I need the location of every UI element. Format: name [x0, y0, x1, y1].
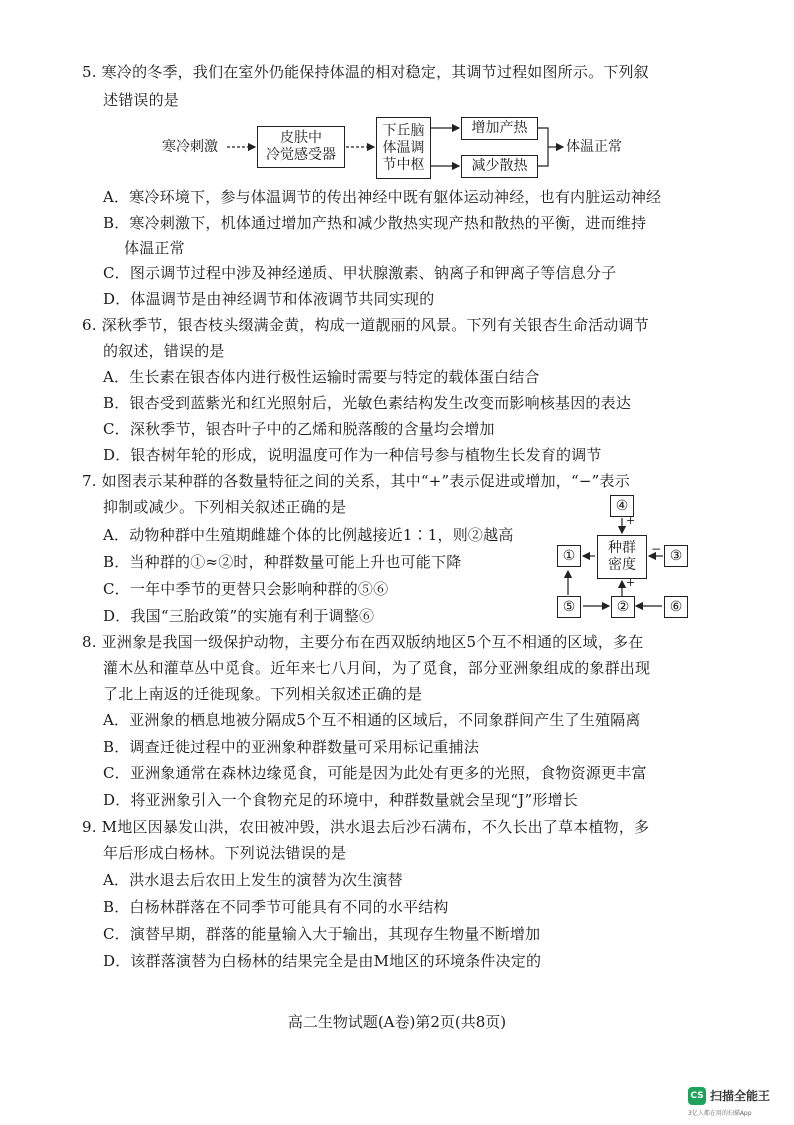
q5-option-a: A．寒冷环境下，参与体温调节的传出神经中既有躯体运动神经，也有内脏运动神经 [103, 188, 662, 206]
q7-plus-bottom: + [626, 576, 636, 589]
q7-option-b: B．当种群的①≈②时，种群数量可能上升也可能下降 [103, 553, 462, 571]
q7-node-5: ⑤ [557, 596, 581, 618]
q5-option-d: D．体温调节是由神经调节和体液调节共同实现的 [103, 290, 435, 308]
q8-option-d: D．将亚洲象引入一个食物充足的环境中，种群数量就会呈现“J”形增长 [103, 791, 578, 809]
q7-node-2: ② [611, 596, 635, 618]
q5-bracket [538, 128, 548, 166]
q5-result-label: 体温正常 [566, 139, 622, 155]
watermark-app-name: 扫描全能王 [710, 1089, 771, 1103]
q7-stem-line1: 7. 如图表示某种群的各数量特征之间的关系，其中“+”表示促进或增加，“−”表示 [82, 472, 630, 490]
q6-option-a: A．生长素在银杏体内进行极性运输时需要与特定的载体蛋白结合 [103, 368, 540, 386]
q7-center-box [597, 535, 647, 579]
q8-option-a: A．亚洲象的栖息地被分隔成5个互不相通的区域后，不同象群间产生了生殖隔离 [103, 711, 641, 729]
q5-center-line1: 下丘脑 [382, 122, 425, 139]
q9-stem-line2: 年后形成白杨林。下列说法错误的是 [103, 844, 347, 862]
q5-receptor-line1: 皮肤中 [280, 130, 322, 146]
q5-option-b-line2: 体温正常 [124, 239, 185, 257]
q6-option-d: D．银杏树年轮的形成，说明温度可作为一种信号参与植物生长发育的调节 [103, 446, 602, 464]
q6-option-b: B．银杏受到蓝紫光和红光照射后，光敏色素结构发生改变而影响核基因的表达 [103, 394, 632, 412]
q8-option-c: C．亚洲象通常在森林边缘觅食，可能是因为此处有更多的光照，食物资源更丰富 [103, 764, 647, 782]
scanner-watermark [688, 1085, 788, 1121]
q6-stem-line2: 的叙述，错误的是 [103, 342, 225, 360]
watermark-tagline: 3亿人都在用的扫描App [688, 1110, 752, 1117]
q7-node-4: ④ [610, 495, 634, 517]
q5-center-line2: 体温调 [382, 139, 425, 156]
q7-stem-line2: 抑制或减少。下列相关叙述正确的是 [103, 498, 347, 516]
q7-option-a: A．动物种群中生殖期雌雄个体的比例越接近1∶1，则②越高 [103, 526, 514, 544]
q7-option-d: D．我国“三胎政策”的实施有利于调整⑥ [103, 607, 375, 625]
q7-plus-top: + [626, 514, 636, 527]
q5-center-line3: 节中枢 [382, 156, 425, 173]
camscanner-logo-icon: CS [688, 1087, 706, 1105]
q9-option-c: C．演替早期，群落的能量输入大于输出，其现存生物量不断增加 [103, 925, 541, 943]
q9-stem-line1: 9. M地区因暴发山洪，农田被冲毁，洪水退去后沙石满布，不久长出了草本植物，多 [82, 818, 650, 836]
q5-stem-line2: 述错误的是 [103, 91, 180, 109]
q9-option-d: D．该群落演替为白杨林的结果完全是由M地区的环境条件决定的 [103, 952, 542, 970]
q7-node-1: ① [557, 545, 581, 567]
q5-heat-down-box: 减少散热 [461, 155, 538, 178]
q5-stem-line1: 5. 寒冷的冬季，我们在室外仍能保持体温的相对稳定，其调节过程如图所示。下列叙 [82, 63, 649, 81]
q5-option-c: C．图示调节过程中涉及神经递质、甲状腺激素、钠离子和钾离子等信息分子 [103, 264, 617, 282]
q6-stem-line1: 6. 深秋季节，银杏枝头缀满金黄，构成一道靓丽的风景。下列有关银杏生命活动调节 [82, 316, 649, 334]
q7-option-c: C．一年中季节的更替只会影响种群的⑤⑥ [103, 580, 389, 598]
q8-stem-line2: 灌木丛和灌草丛中觅食。近年来七八月间，为了觅食，部分亚洲象组成的象群出现 [103, 659, 651, 677]
q8-stem-line3: 了北上南返的迁徙现象。下列相关叙述正确的是 [103, 685, 423, 703]
q5-stimulus-label: 寒冷刺激 [162, 139, 218, 155]
q7-center-line2: 密度 [608, 557, 636, 573]
q5-heat-up-box: 增加产热 [461, 117, 538, 140]
q9-option-a: A．洪水退去后农田上发生的演替为次生演替 [103, 871, 403, 889]
q5-receptor-box [257, 126, 345, 168]
q7-node-6: ⑥ [664, 596, 688, 618]
q8-option-b: B．调查迁徙过程中的亚洲象种群数量可采用标记重捕法 [103, 738, 480, 756]
q8-stem-line1: 8. 亚洲象是我国一级保护动物，主要分布在西双版纳地区5个互不相通的区域，多在 [82, 633, 644, 651]
q7-minus-right: − [651, 542, 662, 556]
q6-option-c: C．深秋季节，银杏叶子中的乙烯和脱落酸的含量均会增加 [103, 420, 495, 438]
q5-center-box [376, 117, 431, 179]
q7-center-line1: 种群 [608, 540, 636, 556]
page-footer: 高二生物试题(A卷)第2页(共8页) [287, 1013, 507, 1031]
q5-receptor-line2: 冷觉感受器 [266, 147, 336, 163]
q5-option-b-line1: B．寒冷刺激下，机体通过增加产热和减少散热实现产热和散热的平衡，进而维持 [103, 214, 647, 232]
q7-node-3: ③ [664, 545, 688, 567]
q9-option-b: B．白杨林群落在不同季节可能具有不同的水平结构 [103, 898, 449, 916]
